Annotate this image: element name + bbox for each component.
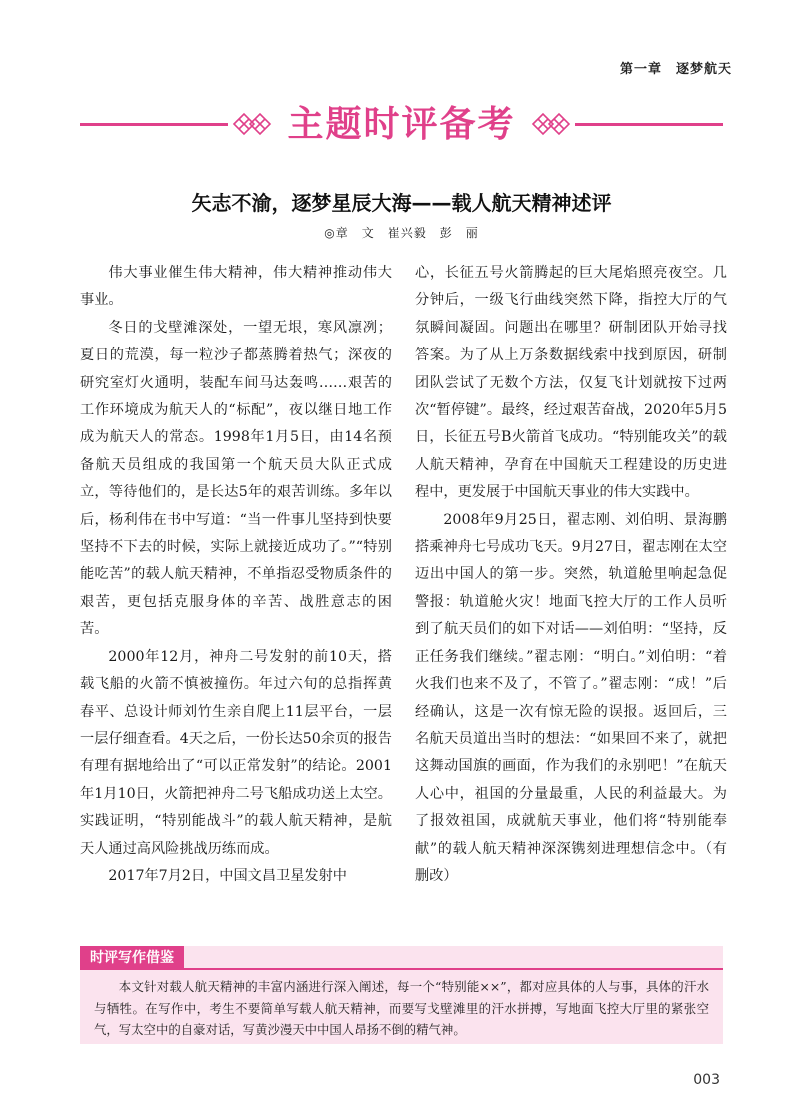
crosshatch-diamond-icon — [531, 112, 571, 136]
paragraph: 冬日的戈壁滩深处，一望无垠，寒风凛冽；夏日的荒漠，每一粒沙子都蒸腾着热气；深夜的研究室灯火通明，装配车间马达轰鸣……艰苦的工作环境成为航天人的“标配”，夜以继日地工作成为航天人的常态。1998年1月5日，由14名预备航天员组成的我国第一个航天员大队正式成立，等待他们的，是长达5年的艰苦训练。多年以后，杨利伟在书中写道：“当一件事儿坚持到快要坚持不下去的时候，实际上就接近成功了。”“特别能吃苦”的载人航天精神，不单指忍受物质条件的艰苦，更包括克服身体的辛苦、战胜意志的困苦。 — [80, 319, 392, 638]
paragraph: 伟大事业催生伟大精神，伟大精神推动伟大事业。 — [80, 265, 392, 309]
section-banner — [80, 94, 723, 154]
article-column-left — [80, 260, 392, 890]
crosshatch-diamond-icon — [232, 112, 272, 136]
box-text: 本文针对载人航天精神的丰富内涵进行深入阐述，每一个“特别能××”，都对应具体的人与事，具体的汗水与牺牲。在写作中，考生不要简单写载人航天精神，而要写戈壁滩里的汗水拼搏，写地面飞控大厅里的紧张空气，写太空中的自豪对话，写黄沙漫天中中国人昂扬不倒的精气神。 — [94, 979, 709, 1037]
banner-line-right — [575, 123, 723, 126]
chapter-header: 第一章 逐梦航天 — [619, 62, 732, 77]
article-column-right — [415, 260, 727, 890]
article-byline: ◎章 文 崔兴毅 彭 丽 — [324, 226, 479, 240]
box-label: 时评写作借鉴 — [80, 946, 184, 970]
paragraph-continuation: 心，长征五号火箭腾起的巨大尾焰照亮夜空。几分钟后，一级飞行曲线突然下降，指控大厅的气氛瞬间凝固。问题出在哪里？研制团队开始寻找答案。为了从上万条数据线索中找到原因，研制团队尝试了无数个方法，仅复飞计划就按下过两次“暂停键”。最终，经过艰苦奋战，2020年5月5日，长征五号B火箭首飞成功。“特别能攻关”的载人航天精神，孕育在中国航天工程建设的历史进程中，更发展于中国航天事业的伟大实践中。 — [415, 265, 727, 501]
paragraph: 2008年9月25日，翟志刚、刘伯明、景海鹏搭乘神舟七号成功飞天。9月27日，翟志刚在太空迈出中国人的第一步。突然，轨道舱里响起急促警报：轨道舱火灾！地面飞控大厅的工作人员听到了航天员们的如下对话——刘伯明：“坚持，反正任务我们继续。”翟志刚：“明白。”刘伯明：“着火我们也来不及了，不管了。”翟志刚：“成！”后经确认，这是一次有惊无险的误报。返回后，三名航天员道出当时的想法：“如果回不来了，就把这舞动国旗的画面，作为我们的永别吧！”在航天人心中，祖国的分量最重，人民的利益最大。为了报效祖国，成就航天事业，他们将“特别能奉献”的载人航天精神深深镌刻进理想信念中。（有删改） — [415, 511, 727, 884]
writing-tips-box — [80, 946, 723, 1044]
banner-line-left — [80, 123, 228, 126]
paragraph: 2000年12月，神舟二号发射的前10天，搭载飞船的火箭不慎被撞伤。年过六旬的总指挥黄春平、总设计师刘竹生亲自爬上11层平台，一层一层仔细查看。4天之后，一份长达50余页的报告有理有据地给出了“可以正常发射”的结论。2001年1月10日，火箭把神舟二号飞船成功送上太空。实践证明，“特别能战斗”的载人航天精神，是航天人通过高风险挑战历练而成。 — [80, 648, 392, 857]
page-number: 003 — [693, 1072, 720, 1088]
banner-title: 主题时评备考 — [287, 104, 516, 145]
article-title: 矢志不渝，逐梦星辰大海——载人航天精神述评 — [191, 191, 612, 215]
paragraph: 2017年7月2日，中国文昌卫星发射中 — [108, 867, 347, 884]
